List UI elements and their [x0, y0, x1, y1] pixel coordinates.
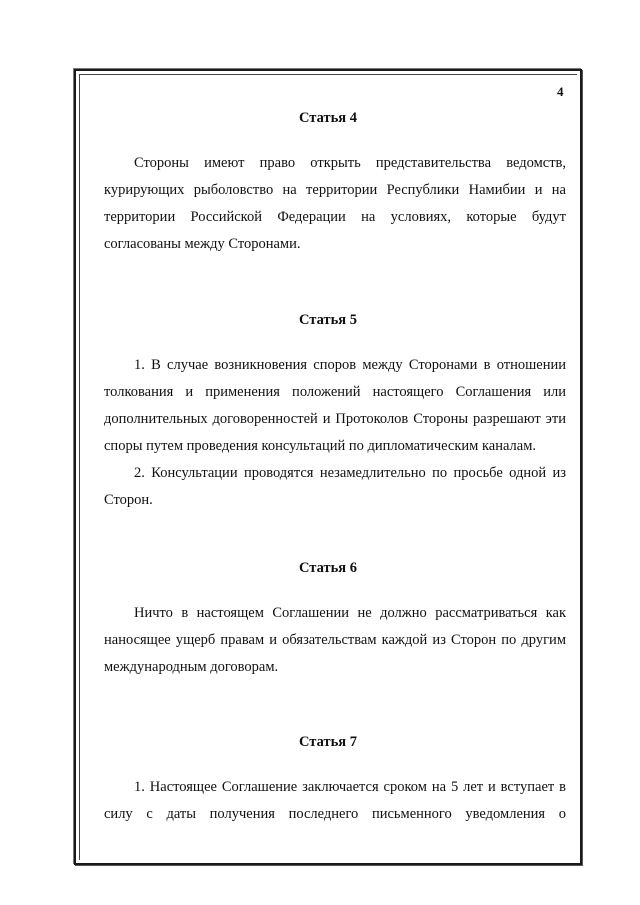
text-line: территории Российской Федерации на условиях, которые будут: [104, 209, 566, 225]
text-line: 1. Настоящее Соглашение заключается сроком на 5 лет и вступает в: [134, 779, 566, 795]
text-line: Ничто в настоящем Соглашении не должно рассматриваться как: [134, 605, 566, 621]
text-line: Стороны имеют право открыть представительства ведомств,: [134, 155, 566, 171]
article-4-paragraph: [104, 150, 566, 258]
text-line: согласованы между Сторонами.: [104, 236, 301, 252]
article-4-heading: Статья 4: [299, 110, 357, 126]
text-line: международным договорам.: [104, 659, 279, 675]
article-6-paragraph: [104, 600, 566, 681]
text-line: 2. Консультации проводятся незамедлительно по просьбе одной из: [134, 465, 566, 481]
text-line: силу с даты получения последнего письменного уведомления о: [104, 806, 566, 822]
text-line: толкования и применения положений настоящего Соглашения или: [104, 384, 566, 400]
text-line: наносящее ущерб правам и обязательствам каждой из Сторон по другим: [104, 632, 566, 648]
article-7-paragraph: [104, 774, 566, 828]
article-5-heading: Статья 5: [299, 312, 357, 328]
text-line: курирующих рыболовство на территории Республики Намибии и на: [104, 182, 566, 198]
article-7-heading: Статья 7: [299, 734, 357, 750]
text-line: споры путем проведения консультаций по дипломатическим каналам.: [104, 438, 537, 454]
text-line: Сторон.: [104, 492, 153, 508]
text-line: дополнительных договоренностей и Протоколов Стороны разрешают эти: [104, 411, 566, 427]
article-6-heading: Статья 6: [299, 560, 357, 576]
text-line: 1. В случае возникновения споров между Сторонами в отношении: [134, 357, 566, 373]
page-number: 4: [557, 84, 564, 99]
article-5-paragraph: [104, 352, 566, 514]
